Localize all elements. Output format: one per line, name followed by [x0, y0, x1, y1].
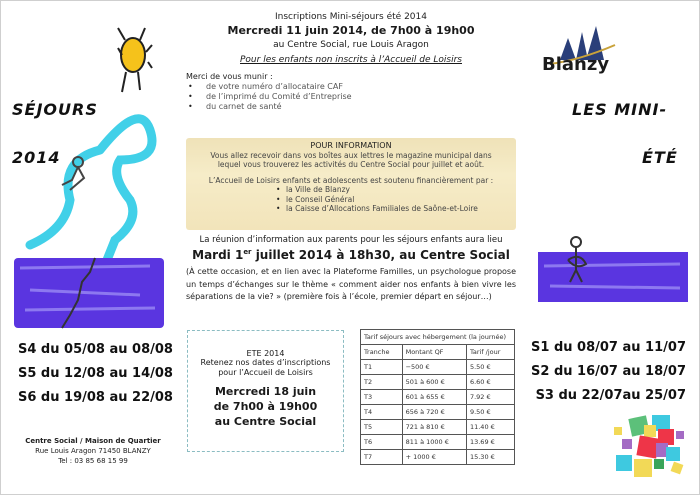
session-s6: S6 du 19/08 au 22/08 — [18, 390, 173, 405]
table-cell: 501 à 600 € — [402, 375, 466, 390]
table-row — [361, 450, 515, 465]
ete-big1: Mercredi 18 juin — [214, 385, 317, 398]
header-line4: Pour les enfants non inscrits à l’Accueil de Loisirs — [240, 55, 462, 65]
list-item: • de l’imprimé du Comité d’Entreprise — [186, 92, 516, 102]
session-s2: S2 du 16/07 au 18/07 — [531, 364, 686, 379]
table-row — [361, 360, 515, 375]
info-box — [186, 138, 516, 230]
table-row — [361, 420, 515, 435]
contact-block — [18, 436, 168, 466]
table-row — [361, 390, 515, 405]
session-s5: S5 du 12/08 au 14/08 — [18, 366, 173, 381]
ete-big2: de 7h00 à 19h00 — [213, 400, 318, 413]
session-s3: S3 du 22/07au 25/07 — [535, 388, 686, 403]
tarif-table — [360, 329, 515, 465]
river-drawing — [30, 119, 152, 265]
table-cell: −500 € — [402, 360, 466, 375]
reunion-details: (À cette occasion, et en lien avec la Plateforme Familles, un psychologue propose un temps d’échanges sur le thème « comment aider nos enfants à bien vivre les séparations de la vie? » (première fois à l’école, premier départ en séjour…) — [186, 267, 516, 301]
ete-line1: Retenez nos dates d’inscriptions — [200, 358, 331, 367]
table-cell: 15.30 € — [466, 450, 514, 465]
table-cell: 811 à 1000 € — [402, 435, 466, 450]
info-support: L’Accueil de Loisirs enfants et adolescents est soutenu financièrement par : — [208, 175, 494, 185]
table-cell: T7 — [361, 450, 403, 465]
table-cell: 13.69 € — [466, 435, 514, 450]
session-s4: S4 du 05/08 au 08/08 — [18, 342, 173, 357]
table-cell: 601 à 655 € — [402, 390, 466, 405]
table-cell: 9.50 € — [466, 405, 514, 420]
colorful-squares-icon — [610, 415, 690, 480]
list-item: • la Caisse d’Allocations Familiales de Saône-et-Loire — [274, 204, 516, 214]
info-title: POUR INFORMATION — [310, 141, 392, 150]
table-caption: Tarif séjours avec hébergement (la journée) — [361, 330, 515, 345]
contact-phone: Tel : 03 85 68 15 99 — [58, 457, 128, 465]
table-cell: 656 à 720 € — [402, 405, 466, 420]
ete-title: ETE 2014 — [246, 349, 285, 358]
table-cell: T2 — [361, 375, 403, 390]
reunion-intro: La réunion d’information aux parents pour les séjours enfants aura lieu — [199, 235, 503, 245]
list-item: • la Ville de Blanzy — [274, 185, 516, 195]
table-header: Tranche — [361, 345, 403, 360]
required-documents-title: Merci de vous munir : — [186, 72, 273, 81]
table-cell: 5.50 € — [466, 360, 514, 375]
table-cell: T5 — [361, 420, 403, 435]
table-cell: + 1000 € — [402, 450, 466, 465]
table-header: Montant QF — [402, 345, 466, 360]
table-cell: T3 — [361, 390, 403, 405]
list-item: • le Conseil Général — [274, 195, 516, 205]
table-cell: T1 — [361, 360, 403, 375]
contact-name: Centre Social / Maison de Quartier — [25, 437, 161, 445]
ete-box — [187, 330, 344, 452]
water-drawing-right — [538, 252, 688, 302]
sun-drawing — [118, 28, 152, 92]
header-line2: Mercredi 11 juin 2014, de 7h00 à 19h00 — [227, 24, 475, 37]
list-item: • de votre numéro d’allocataire CAF — [186, 82, 516, 92]
ete-line2: pour l’Accueil de Loisirs — [218, 368, 313, 377]
table-cell: 7.92 € — [466, 390, 514, 405]
title-sejours: SÉJOURS — [12, 100, 98, 119]
table-row — [361, 405, 515, 420]
table-cell: T4 — [361, 405, 403, 420]
title-les-mini: LES MINI- — [572, 100, 668, 119]
contact-address: Rue Louis Aragon 71450 BLANZY — [35, 447, 151, 455]
table-row — [361, 375, 515, 390]
title-2014: 2014 — [12, 148, 61, 167]
table-cell: 6.60 € — [466, 375, 514, 390]
blanzy-logo: Blanzy — [542, 54, 610, 75]
table-header-row — [361, 345, 515, 360]
title-ete: ÉTÉ — [642, 148, 678, 167]
table-row — [361, 435, 515, 450]
table-header: Tarif /jour — [466, 345, 514, 360]
header-line3: au Centre Social, rue Louis Aragon — [273, 40, 429, 50]
session-s1: S1 du 08/07 au 11/07 — [531, 340, 686, 355]
info-text: Vous allez recevoir dans vos boîtes aux lettres le magazine municipal dans lequel vous trouverez les activités du Centre Social pour juillet et août. — [210, 150, 492, 169]
table-cell: 11.40 € — [466, 420, 514, 435]
table-cell: T6 — [361, 435, 403, 450]
table-cell: 721 à 810 € — [402, 420, 466, 435]
ete-big3: au Centre Social — [214, 415, 317, 428]
header-line1: Inscriptions Mini-séjours été 2014 — [275, 12, 427, 22]
list-item: • du carnet de santé — [186, 102, 516, 112]
required-documents — [186, 72, 516, 112]
reunion-date: Mardi 1er juillet 2014 à 18h30, au Centre Social — [192, 248, 510, 262]
